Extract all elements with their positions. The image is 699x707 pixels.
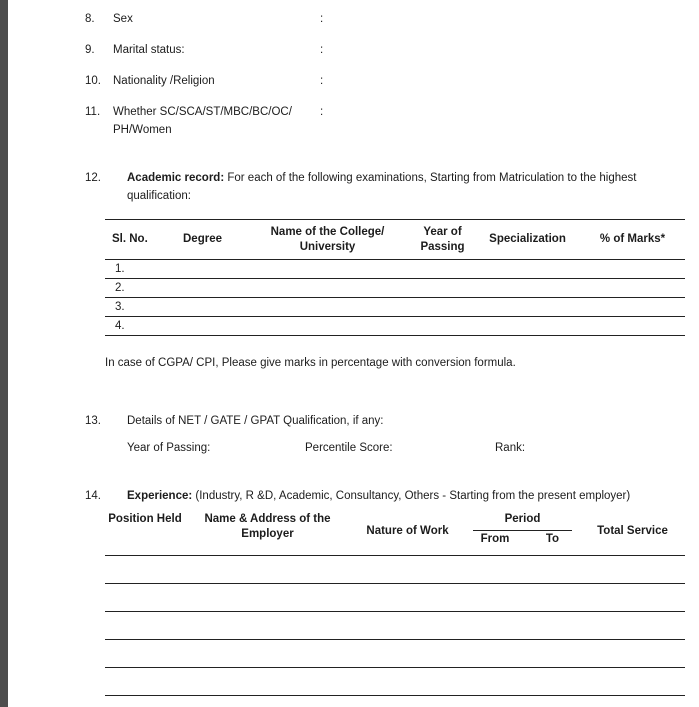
- academic-table-row-1: [105, 260, 685, 279]
- percentile-score-label: Percentile Score:: [305, 442, 393, 454]
- item-label: Sex: [113, 13, 133, 25]
- row-number: 1.: [115, 263, 125, 275]
- form-item-sex: [0, 10, 699, 28]
- column-header-to: To: [545, 532, 560, 545]
- column-header-degree: Degree: [183, 233, 222, 246]
- item-number: 11.: [85, 106, 101, 118]
- item-number: 10.: [85, 75, 101, 87]
- column-header-position-held: Position Held: [108, 513, 182, 525]
- experience-table-row: [105, 640, 685, 668]
- cgpa-conversion-note: In case of CGPA/ CPI, Please give marks in percentage with conversion formula.: [105, 357, 516, 369]
- net-gate-fields-row: [0, 439, 699, 457]
- rank-label: Rank:: [495, 442, 526, 454]
- item-number: 12.: [85, 172, 101, 184]
- row-number: 3.: [115, 301, 125, 313]
- experience-table-row: [105, 668, 685, 696]
- row-number: 2.: [115, 282, 125, 294]
- column-header-specialization: Specialization: [489, 233, 566, 246]
- item-colon: :: [320, 13, 324, 25]
- item-colon: :: [320, 106, 324, 118]
- column-header-employer: Name & Address of the Employer: [204, 513, 331, 540]
- experience-table-row: [105, 584, 685, 612]
- academic-table-row-4: [105, 317, 685, 336]
- academic-table-row-2: [105, 279, 685, 298]
- item-number: 8.: [85, 13, 95, 25]
- experience-title-bold: Experience:: [127, 490, 193, 502]
- column-header-marks: % of Marks*: [599, 233, 666, 246]
- experience-title: [127, 487, 687, 505]
- form-item-marital-status: [0, 41, 699, 59]
- academic-table-header-row: [105, 220, 685, 260]
- item-number: 9.: [85, 44, 95, 56]
- form-item-nationality-religion: [0, 72, 699, 90]
- column-header-from: From: [480, 532, 510, 545]
- column-header-year: Year of Passing: [420, 225, 465, 253]
- column-header-period-group: [465, 508, 580, 555]
- net-gate-heading: [0, 412, 699, 430]
- item-label: Whether SC/SCA/ST/MBC/BC/OC/ PH/Women: [113, 106, 292, 136]
- experience-heading: [0, 487, 699, 505]
- item-number: 14.: [85, 490, 101, 502]
- column-header-college: Name of the College/ University: [270, 225, 385, 253]
- form-item-category: [0, 103, 699, 139]
- item-number: 13.: [85, 415, 101, 427]
- item-colon: :: [320, 44, 324, 56]
- period-subheader-row: [465, 531, 580, 548]
- year-of-passing-label: Year of Passing:: [127, 442, 211, 454]
- academic-record-title-rest: For each of the following examinations, Starting from Matriculation to the highest qualification:: [127, 172, 637, 202]
- column-header-sl-no: Sl. No.: [112, 233, 148, 246]
- column-header-period: Period: [473, 512, 572, 531]
- experience-title-rest: (Industry, R &D, Academic, Consultancy, Others - Starting from the present employer): [192, 490, 631, 502]
- experience-table-row: [105, 556, 685, 584]
- academic-record-table: [105, 219, 685, 336]
- item-label: Nationality /Religion: [113, 75, 215, 87]
- experience-table-header-row: [105, 508, 685, 556]
- item-label: Marital status:: [113, 44, 185, 56]
- academic-record-heading: [0, 169, 699, 205]
- academic-table-row-3: [105, 298, 685, 317]
- row-number: 4.: [115, 320, 125, 332]
- net-gate-title: Details of NET / GATE / GPAT Qualification, if any:: [127, 415, 384, 427]
- experience-table-row: [105, 612, 685, 640]
- item-colon: :: [320, 75, 324, 87]
- experience-table: [105, 508, 685, 696]
- column-header-nature-of-work: Nature of Work: [366, 525, 449, 538]
- column-header-total-service: Total Service: [597, 525, 668, 538]
- academic-record-title-bold: Academic record:: [127, 172, 225, 184]
- academic-record-title: [127, 169, 687, 205]
